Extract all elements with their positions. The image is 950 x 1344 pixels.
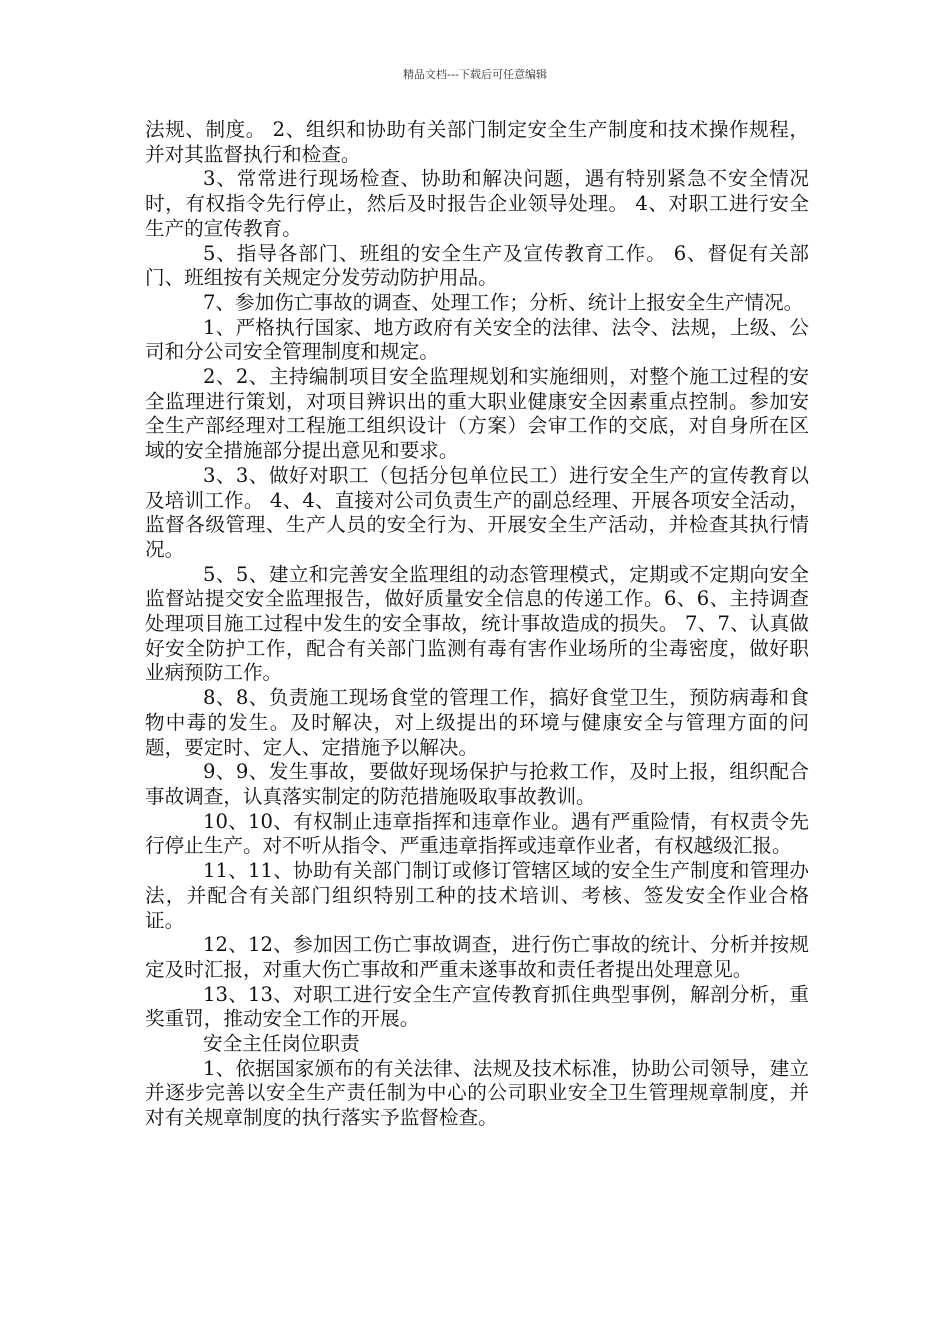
paragraph: 8、8、负责施工现场食堂的管理工作，搞好食堂卫生，预防病毒和食物中毒的发生。及时解决，对上级提出的环境与健康安全与管理方面的问题，要定时、定人、定措施予以解决。 — [145, 686, 809, 759]
paragraph: 9、9、发生事故，要做好现场保护与抢救工作，及时上报，组织配合事故调查，认真落实制定的防范措施吸取事故教训。 — [145, 760, 809, 808]
document-body — [145, 118, 809, 1131]
paragraph: 11、11、协助有关部门制订或修订管辖区域的安全生产制度和管理办法，并配合有关部门组织特别工种的技术培训、考核、签发安全作业合格证。 — [145, 859, 809, 932]
paragraph: 3、常常进行现场检查、协助和解决问题，遇有特别紧急不安全情况时，有权指令先行停止，然后及时报告企业领导处理。 4、对职工进行安全生产的宣传教育。 — [145, 167, 809, 240]
paragraph: 2、2、主持编制项目安全监理规划和实施细则，对整个施工过程的安全监理进行策划，对项目辨识出的重大职业健康安全因素重点控制。参加安全生产部经理对工程施工组织设计（方案）会审工作的交底，对自身所在区域的安全措施部分提出意见和要求。 — [145, 365, 809, 463]
paragraph: 13、13、对职工进行安全生产宣传教育抓住典型事例，解剖分析，重奖重罚，推动安全工作的开展。 — [145, 982, 809, 1031]
paragraph: 5、指导各部门、班组的安全生产及宣传教育工作。 6、督促有关部门、班组按有关规定分发劳动防护用品。 — [145, 241, 809, 290]
paragraph: 10、10、有权制止违章指挥和违章作业。遇有严重险情，有权责令先行停止生产。对不听从指令、严重违章指挥或违章作业者，有权越级汇报。 — [145, 809, 809, 858]
page-header: 精品文档---下载后可任意编辑 — [403, 68, 547, 81]
paragraph: 1、严格执行国家、地方政府有关安全的法律、法令、法规，上级、公司和分公司安全管理制度和规定。 — [145, 315, 809, 364]
paragraph: 1、依据国家颁布的有关法律、法规及技术标准，协助公司领导，建立并逐步完善以安全生产责任制为中心的公司职业安全卫生管理规章制度，并对有关规章制度的执行落实予监督检查。 — [145, 1056, 809, 1130]
paragraph: 5、5、建立和完善安全监理组的动态管理模式，定期或不定期向安全监督站提交安全监理报告，做好质量安全信息的传递工作。6、6、主持调查处理项目施工过程中发生的安全事故，统计事故造成的损失。 7、7、认真做好安全防护工作，配合有关部门监测有毒有害作业场所的尘毒密度，做好职业病预防工作。 — [145, 562, 809, 685]
paragraph: 法规、制度。 2、组织和协助有关部门制定安全生产制度和技术操作规程，并对其监督执行和检查。 — [145, 118, 809, 166]
paragraph: 3、3、做好对职工（包括分包单位民工）进行安全生产的宣传教育以及培训工作。 4、4、直接对公司负责生产的副总经理、开展各项安全活动，监督各级管理、生产人员的安全行为、开展安全生产活动，并检查其执行情况。 — [145, 463, 809, 561]
paragraph: 7、参加伤亡事故的调查、处理工作；分析、统计上报安全生产情况。 — [203, 290, 804, 314]
paragraph: 12、12、参加因工伤亡事故调查，进行伤亡事故的统计、分析并按规定及时汇报，对重大伤亡事故和严重未遂事故和责任者提出处理意见。 — [145, 933, 809, 981]
section-heading: 安全主任岗位职责 — [203, 1032, 360, 1056]
